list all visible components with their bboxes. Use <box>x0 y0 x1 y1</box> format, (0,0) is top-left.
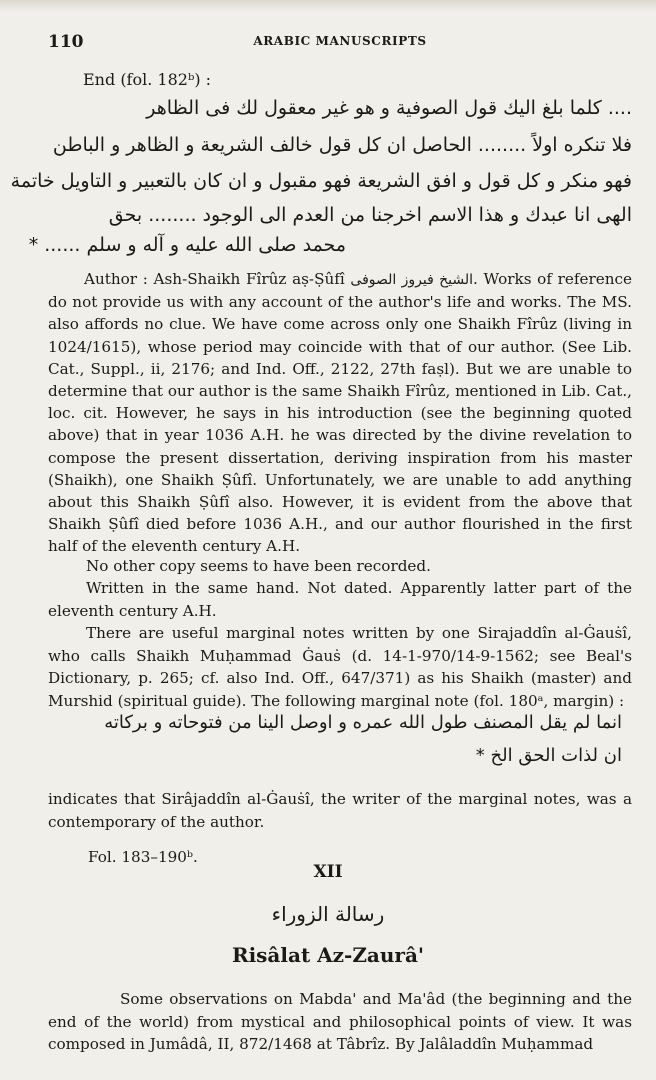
marginal-notes-paragraph: There are useful marginal notes written by one Sirajaddîn al-Ġauṡî, who calls Shaikh Muḥammad Ġauṡ (d. 14-1-970/14-9-1562; see Beal's Dictionary, p. 265; cf. also Ind. Off., 647/371) as his Shaikh (master) and Murshid (spiritual guide). The following marginal note (fol. 180ᵃ, margin) : <box>48 624 632 710</box>
entry-description: Some observations on Mabda' and Ma'âd (the beginning and the end of the world) from mystical and philosophical points of view. It was composed in Jumâdâ, II, 872/1468 at Tâbrîz. By Jalâladdîn Muḥammad <box>48 990 632 1053</box>
author-lead: Author : Ash-Shaikh Fîrûz aṣ-Ṣûfî <box>84 270 345 288</box>
author-paragraph-body: . Works of reference do not provide us with any account of the author's life and works. The MS. also affords no clue. We have come across only one Shaikh Fîrûz (living in 1024/1615), whose period may coincide with that of our author. (See Lib. Cat., Suppl., ii, 2176; and Ind. Off., 2122, 27th faṣl). But we are unable to determine that our author is the same Shaikh Fîrûz, mentioned in Lib. Cat., loc. cit. However, he says in his introduction (see the beginning quoted above) that in year 1036 A.H. he was directed by the divine revelation to compose the present dissertation, deriving inspiration from his master (Shaikh), one Shaikh Ṣûfî. Unfortunately, we are unable to add anything about this Shaikh Ṣûfî also. However, it is evident from the above that Shaikh Ṣûfî died before 1036 A.H., and our author flourished in the first half of the eleventh century A.H. <box>48 270 633 556</box>
written-paragraph: Written in the same hand. Not dated. Apparently latter part of the eleventh century A.H. <box>48 579 632 620</box>
running-head: ARABIC MANUSCRIPTS <box>253 34 427 48</box>
author-paragraph <box>48 268 632 558</box>
no-other-copy-line: No other copy seems to have been recorded. <box>86 557 431 575</box>
page-edge-shadow <box>0 0 656 12</box>
entry-title: Risâlat Az-Zaurâ' <box>231 943 425 967</box>
end-folio-label: End (fol. 182ᵇ) : <box>83 70 212 89</box>
arabic-end-line-5: محمد صلى الله عليه و آله و سلم ...... * <box>28 234 346 256</box>
arabic-end-line-3: فهو منكر و كل قول و افق الشريعة فهو مقبول و ان كان بالتعبير و التاويل خاتمة <box>10 170 632 192</box>
arabic-end-line-2: فلا تنكره اولاً ........ الحاصل ان كل قول خالف الشريعة و الظاهر و الباطن <box>52 134 632 156</box>
page-header <box>48 32 632 54</box>
arabic-note-line-1: انما لم يقل المصنف طول الله عمره و اوصل الينا من فتوحاته و بركاته <box>104 712 622 733</box>
author-arabic-name: الشيخ فيروز الصوفى <box>350 272 473 288</box>
arabic-note-line-2: ان لذات الحق الخ * <box>475 745 622 766</box>
arabic-end-line-4: الهى انا عبدك و هذا الاسم اخرجنا من العدم الى الوجود ........ بحق <box>108 204 632 226</box>
next-folio-reference: Fol. 183–190ᵇ. <box>88 848 198 866</box>
page-number: 110 <box>48 32 84 52</box>
indicates-paragraph: indicates that Sirâjaddîn al-Ġauṡî, the writer of the marginal notes, was a contemporary of the author. <box>48 790 632 831</box>
entry-arabic-title: رسالة الزوراء <box>271 902 385 926</box>
arabic-end-line-1: .... كلما بلغ اليك قول الصوفية و هو غير معقول لك فى الظاهر <box>146 97 632 119</box>
entry-number: XII <box>313 862 343 882</box>
